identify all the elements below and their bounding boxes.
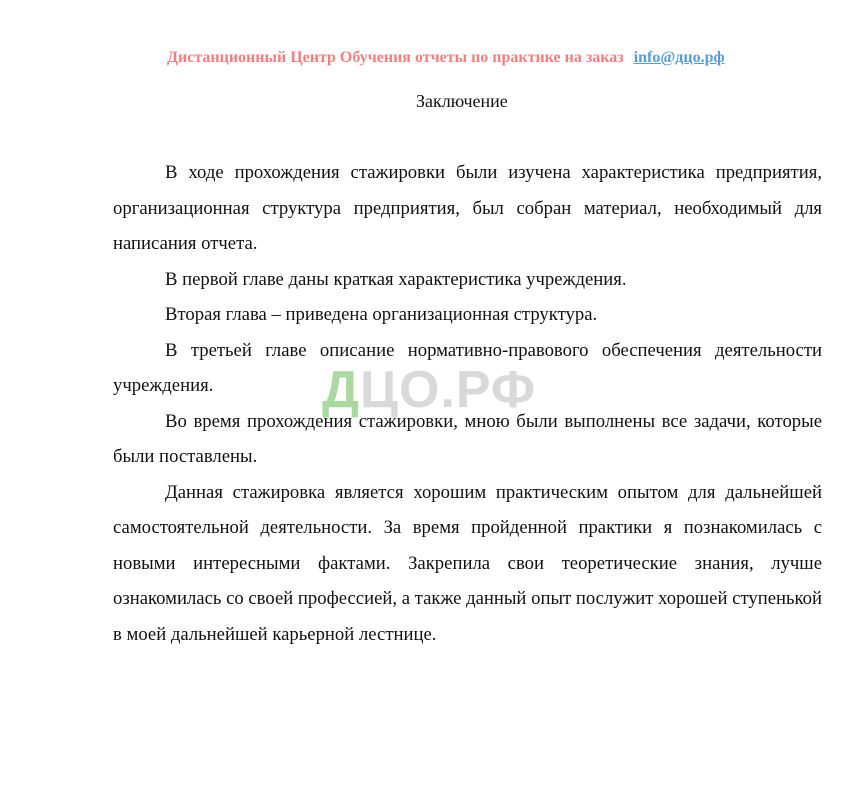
document-body <box>113 155 822 652</box>
email-link[interactable]: info@дцо.рф <box>633 49 725 66</box>
document-title: Заключение <box>416 91 508 111</box>
paragraph: Данная стажировка является хорошим практическим опытом для дальнейшей самостоятельной деятельности. За время пройденной практики я познакомилась с новыми интересными фактами. Закрепила свои теоретические знания, лучше ознакомилась со своей профессией, а также данный опыт послужит хорошей ступенькой в моей дальнейшей карьерной лестнице. <box>113 481 822 645</box>
page-header <box>0 47 848 69</box>
watermark-text: ЦО.РФ <box>360 361 537 419</box>
paragraph: В первой главе даны краткая характеристика учреждения. <box>165 268 627 290</box>
paragraph: Вторая глава – приведена организационная структура. <box>165 304 598 325</box>
paragraph: В третьей главе описание нормативно-правового обеспечения деятельности учреждения. <box>113 339 822 396</box>
watermark-letter: Д <box>322 361 361 419</box>
header-text: Дистанционный Центр Обучения отчеты по практике на заказ <box>167 49 624 66</box>
paragraph: В ходе прохождения стажировки были изучена характеристика предприятия, организационная структура предприятия, был собран материал, необходимый для написания отчета. <box>113 162 822 254</box>
paragraph: Во время прохождения стажировки, мною были выполнены все задачи, которые были поставлены. <box>113 410 822 467</box>
